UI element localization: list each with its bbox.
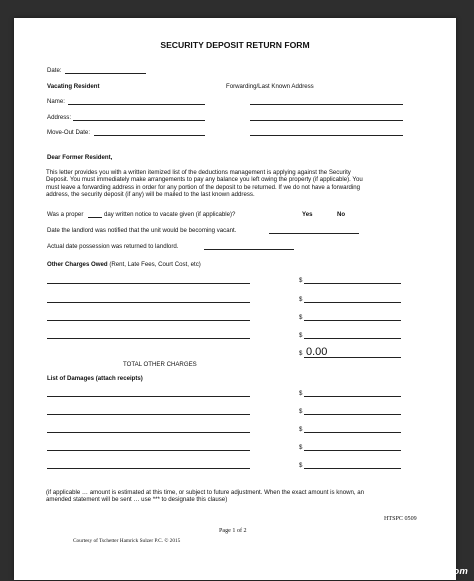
date-label: Date: (47, 67, 62, 74)
letter-line: address, the security deposit (if any) will be mailed to the last known address. (46, 190, 255, 198)
letter-line: must leave a forwarding address in order for any portion of the deposit to be returned. If we do not have a forwarding (46, 183, 361, 191)
dollar-sign: $ (299, 426, 303, 433)
yes-option[interactable]: Yes (302, 211, 313, 218)
dollar-sign: $ (299, 350, 303, 357)
forwarding-address-label: Forwarding/Last Known Address (226, 83, 314, 90)
move-out-label: Move-Out Date: (47, 129, 91, 136)
damage-amount-line[interactable] (304, 468, 401, 469)
charge-description-line[interactable] (47, 338, 250, 339)
date-field[interactable] (65, 73, 146, 74)
total-value: 0.00 (306, 346, 328, 358)
dollar-sign: $ (299, 390, 303, 397)
damage-amount-line[interactable] (304, 432, 401, 433)
letter-line: Deposit. You must immediately make arrangements to pay any balance you left owing the property (if applicable). You (46, 176, 363, 184)
form-code: HTSPC 0509 (384, 516, 417, 522)
actual-possession-field[interactable] (204, 249, 294, 250)
charge-amount-line[interactable] (304, 338, 401, 339)
letter-body (46, 169, 416, 198)
footnote (46, 489, 416, 504)
damages-heading: List of Damages (attach receipts) (47, 375, 143, 382)
notice-question-part1: Was a proper (47, 211, 84, 218)
other-charges-heading-row (47, 261, 201, 268)
dollar-sign: $ (299, 314, 303, 321)
charge-description-line[interactable] (47, 302, 250, 303)
dollar-sign: $ (299, 277, 303, 284)
damage-description-line[interactable] (47, 450, 250, 451)
address-field[interactable] (73, 120, 205, 121)
damage-description-line[interactable] (47, 414, 250, 415)
dollar-sign: $ (299, 408, 303, 415)
move-out-date-field[interactable] (94, 135, 205, 136)
greeting: Dear Former Resident, (47, 154, 113, 161)
dollar-sign: $ (299, 444, 303, 451)
charge-description-line[interactable] (47, 320, 250, 321)
name-field[interactable] (68, 104, 205, 105)
page-number: Page 1 of 2 (219, 528, 247, 534)
courtesy-line: Courtesy of Tschetter Hamrick Sulzer P.C. © 2015 (73, 538, 181, 544)
damage-description-line[interactable] (47, 468, 250, 469)
footnote-line: (if applicable … amount is estimated at this time, or subject to future adjustment. When the exact amount is known, an (46, 489, 365, 496)
forwarding-address-field[interactable] (250, 120, 403, 121)
forwarding-name-field[interactable] (250, 104, 403, 105)
form-page (14, 18, 456, 580)
total-other-charges-label: TOTAL OTHER CHARGES (123, 361, 197, 368)
charge-description-line[interactable] (47, 283, 250, 284)
charge-amount-line[interactable] (304, 283, 401, 284)
dollar-sign: $ (299, 296, 303, 303)
total-amount-line[interactable] (304, 357, 401, 358)
charge-amount-line[interactable] (304, 320, 401, 321)
no-option[interactable]: No (337, 211, 346, 218)
damage-description-line[interactable] (47, 432, 250, 433)
charge-amount-line[interactable] (304, 302, 401, 303)
form-title: SECURITY DEPOSIT RETURN FORM (160, 40, 310, 50)
damage-amount-line[interactable] (304, 450, 401, 451)
date-notified-field[interactable] (269, 233, 359, 234)
other-charges-heading: Other Charges Owed (47, 261, 108, 268)
dollar-sign: $ (299, 462, 303, 469)
actual-possession-label: Actual date possession was returned to landlord. (47, 243, 179, 250)
damage-amount-line[interactable] (304, 414, 401, 415)
notice-question-part2: day written notice to vacate given (if applicable)? (104, 211, 236, 218)
forwarding-address-field-2[interactable] (250, 135, 403, 136)
address-label: Address: (47, 114, 72, 121)
letter-line: This letter provides you with a written itemized list of the deductions management is applying against the Security (46, 169, 351, 176)
notice-days-field[interactable] (88, 217, 102, 218)
watermark: HegnessEvents.com (371, 566, 468, 577)
date-notified-label: Date the landlord was notified that the unit would be becoming vacant. (47, 227, 237, 234)
damage-description-line[interactable] (47, 396, 250, 397)
dollar-sign: $ (299, 332, 303, 339)
other-charges-note: (Rent, Late Fees, Court Cost, etc) (109, 261, 201, 268)
damage-amount-line[interactable] (304, 396, 401, 397)
name-label: Name: (47, 98, 65, 105)
vacating-resident-label: Vacating Resident (47, 83, 100, 90)
footnote-line: amended statement will be sent … use *** to designate this clause) (46, 496, 228, 504)
